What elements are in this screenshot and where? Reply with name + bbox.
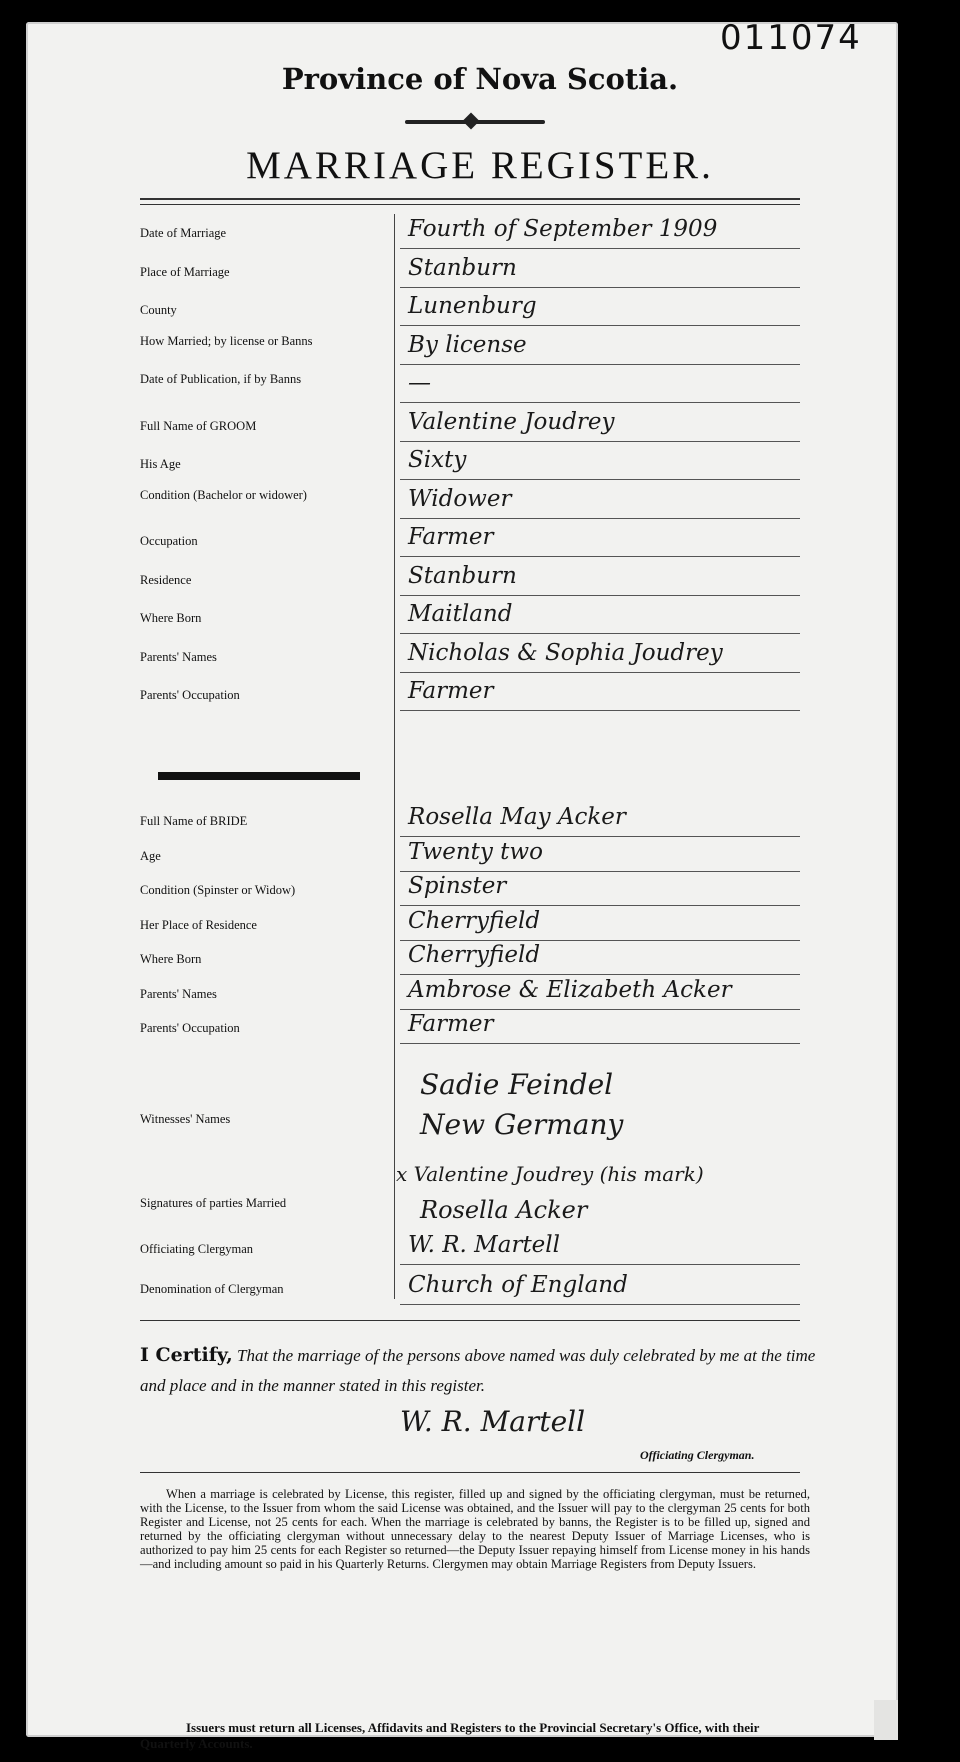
field-underline — [400, 556, 800, 557]
clergy-field-row — [140, 1268, 800, 1308]
instructions-notice: When a marriage is celebrated by License, this register, filled up and signed by the officiating clergyman, must be returned, with the License, to the Issuer from whom the said License was obtained, and the Issuer will pay to the clergyman 25 cents for both Register and License, not 25 cents for each. When the marriage is celebrated by banns, the Register is to be filled up, signed and returned by the officiating clergyman without unnecessary delay to the nearest Deputy Issuer of Marriage Licenses, who is authorized to pay him 25 cents for each Register so returned—the Deputy Issuer repaying himself from License money in his hands—and including amount so paid in his Quarterly Returns. Clergymen may obtain Marriage Registers from Deputy Issuers. — [140, 1487, 810, 1571]
field-underline — [400, 1264, 800, 1265]
stamp-number: 011074 — [720, 18, 862, 58]
title-rule — [140, 198, 800, 200]
field-underline — [400, 1304, 800, 1305]
field-value: Fourth of September 1909 — [408, 216, 718, 242]
field-label: Parents' Names — [140, 986, 217, 1001]
certify-statement — [140, 1340, 820, 1401]
field-value: Widower — [408, 485, 512, 512]
field-label: Parents' Occupation — [140, 1021, 240, 1035]
groom-field-row — [140, 405, 800, 445]
field-value: Stanburn — [408, 254, 517, 281]
field-value: Farmer — [408, 524, 494, 550]
field-underline — [400, 402, 800, 403]
clergyman-signature: W. R. Martell — [400, 1405, 586, 1438]
field-value: Rosella May Acker — [408, 804, 626, 830]
field-value: — — [408, 370, 431, 396]
notice-rule — [140, 1472, 800, 1473]
field-label: Date of Publication, if by Banns — [140, 372, 302, 386]
field-value: Twenty two — [408, 838, 543, 865]
field-underline — [400, 518, 800, 519]
witnesses-label: Witnesses' Names — [140, 1112, 231, 1126]
signatures-label: Signatures of parties Married — [140, 1196, 287, 1210]
issuers-notice: Issuers must return all Licenses, Affidavits and Registers to the Provincial Secretary's Office, with their Quarterly Accounts. — [140, 1720, 760, 1751]
ornament-divider — [405, 120, 545, 124]
field-label: Parents' Names — [140, 649, 217, 664]
field-underline — [400, 710, 800, 711]
field-label: Occupation — [140, 534, 198, 548]
field-label: Date of Marriage — [140, 226, 227, 240]
field-value: Spinster — [408, 873, 507, 899]
field-label: Her Place of Residence — [140, 917, 257, 932]
field-underline — [400, 364, 800, 365]
groom-field-row — [140, 328, 800, 368]
groom-field-row — [140, 212, 800, 252]
groom-field-row — [140, 674, 800, 714]
field-underline — [400, 1043, 800, 1044]
certify-heading: I Certify, — [140, 1344, 233, 1366]
witness-line: Sadie Feindel — [420, 1068, 614, 1101]
field-value: Farmer — [408, 1011, 494, 1037]
field-label: Officiating Clergyman — [140, 1242, 254, 1256]
field-label: Where Born — [140, 611, 202, 625]
field-value: Lunenburg — [408, 293, 537, 319]
field-label: Residence — [140, 572, 192, 587]
field-value: Sixty — [408, 447, 467, 473]
field-underline — [400, 672, 800, 673]
paper-edge — [874, 1700, 898, 1740]
section-divider-bar — [158, 772, 360, 780]
groom-field-row — [140, 366, 800, 406]
field-underline — [400, 441, 800, 442]
field-underline — [400, 633, 800, 634]
register-title: MARRIAGE REGISTER. — [246, 144, 714, 187]
field-value: Cherryfield — [408, 942, 541, 968]
field-underline — [400, 479, 800, 480]
groom-field-row — [140, 520, 800, 560]
groom-field-row — [140, 289, 800, 329]
field-label: Age — [140, 848, 161, 863]
field-value: Nicholas & Sophia Joudrey — [408, 639, 723, 666]
field-label: Parents' Occupation — [140, 688, 240, 702]
field-label: County — [140, 303, 177, 317]
groom-field-row — [140, 443, 800, 483]
field-label: Condition (Spinster or Widow) — [140, 883, 296, 897]
field-value: Maitland — [408, 601, 513, 627]
field-label: Condition (Bachelor or widower) — [140, 487, 307, 502]
certify-rule — [140, 1320, 800, 1321]
field-label: Denomination of Clergyman — [140, 1282, 284, 1296]
field-value: Farmer — [408, 678, 494, 704]
field-underline — [400, 287, 800, 288]
signature-line: Rosella Acker — [420, 1196, 588, 1224]
groom-field-row — [140, 559, 800, 599]
bride-field-row — [140, 1007, 800, 1047]
field-label: Full Name of GROOM — [140, 418, 257, 433]
field-label: His Age — [140, 457, 181, 471]
groom-field-row — [140, 482, 800, 522]
field-value: Ambrose & Elizabeth Acker — [408, 976, 732, 1003]
witness-line: New Germany — [420, 1108, 624, 1141]
field-underline — [400, 248, 800, 249]
field-value: Church of England — [408, 1272, 628, 1298]
signature-line: x Valentine Joudrey (his mark) — [396, 1162, 704, 1186]
groom-field-row — [140, 636, 800, 676]
clergy-field-row — [140, 1228, 800, 1268]
province-heading: Province of Nova Scotia. — [281, 62, 679, 96]
field-label: Where Born — [140, 952, 202, 966]
field-value: By license — [408, 331, 527, 358]
field-label: How Married; by license or Banns — [140, 333, 313, 348]
field-underline — [400, 595, 800, 596]
groom-field-row — [140, 251, 800, 291]
signature-label: Officiating Clergyman. — [640, 1448, 755, 1462]
field-value: Cherryfield — [408, 907, 541, 934]
groom-field-row — [140, 597, 800, 637]
field-label: Place of Marriage — [140, 264, 230, 279]
field-label: Full Name of BRIDE — [140, 814, 248, 828]
title-rule-thin — [140, 204, 800, 205]
field-value: W. R. Martell — [408, 1232, 561, 1258]
field-value: Valentine Joudrey — [408, 408, 615, 435]
field-value: Stanburn — [408, 562, 517, 589]
certify-text: That the marriage of the persons above named was duly celebrated by me at the time and place and in the manner stated in this register. — [140, 1346, 816, 1395]
field-underline — [400, 325, 800, 326]
